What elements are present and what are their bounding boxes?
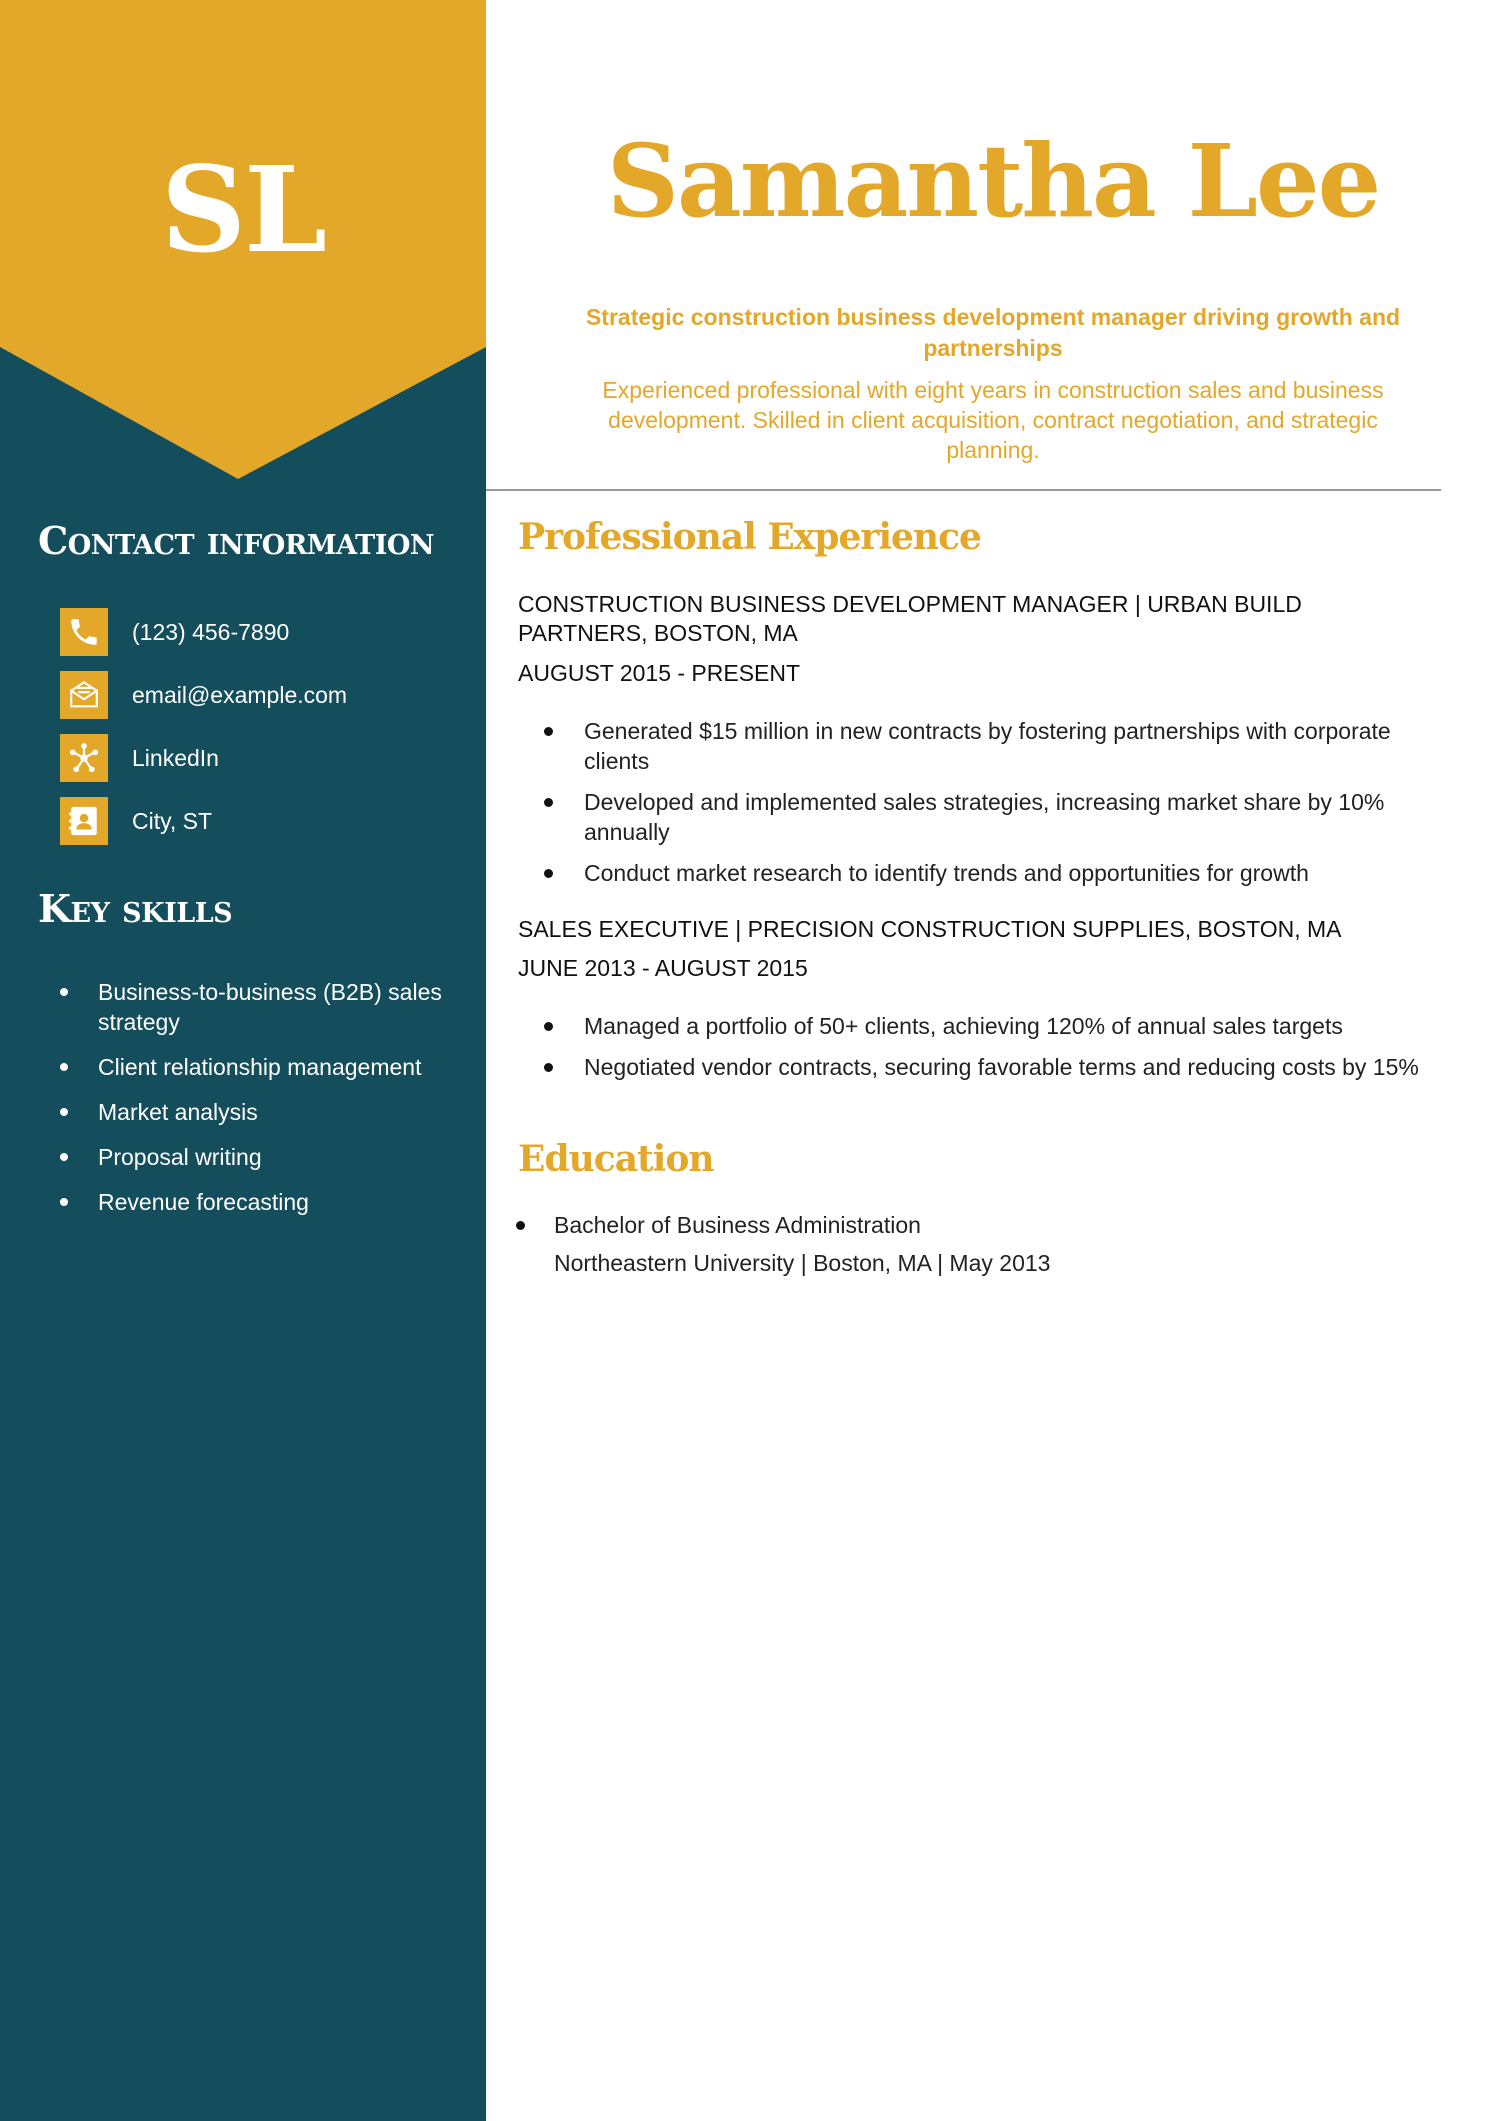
- contact-email-text: email@example.com: [132, 681, 348, 708]
- envelope-icon: [60, 671, 108, 719]
- skills-heading: Key skills: [38, 886, 233, 931]
- contact-email: [60, 671, 470, 719]
- skill-item: Market analysis: [58, 1097, 458, 1127]
- job-bullet: Conduct market research to identify trends and opportunities for growth: [544, 858, 1444, 888]
- job-bullet: Managed a portfolio of 50+ clients, achieving 120% of annual sales targets: [544, 1011, 1444, 1041]
- job-bullets: [544, 716, 1444, 899]
- contact-phone: [60, 608, 470, 656]
- education-entry: [516, 1210, 1416, 1278]
- first-name: Samantha: [606, 122, 1155, 240]
- monogram: SL: [160, 140, 326, 279]
- contact-phone-text: (123) 456-7890: [132, 618, 290, 645]
- contact-list: [60, 608, 470, 860]
- skill-item: Proposal writing: [58, 1142, 458, 1172]
- sidebar: [0, 0, 486, 2121]
- job-dates: JUNE 2013 - AUGUST 2015: [518, 955, 808, 981]
- job-dates: AUGUST 2015 - PRESENT: [518, 660, 801, 686]
- job-bullets: [544, 1011, 1444, 1093]
- contact-location: [60, 797, 470, 845]
- summary: Experienced professional with eight years in construction sales and business development. Skilled in client acquisition, contract negotiation, and strategic planning.: [602, 377, 1384, 463]
- skills-list: [58, 977, 458, 1232]
- job-bullet: Developed and implemented sales strategies, increasing market share by 10% annually: [544, 787, 1444, 847]
- experience-heading: Professional Experience: [518, 516, 981, 558]
- contact-location-text: City, ST: [132, 807, 213, 834]
- education-heading: Education: [518, 1138, 714, 1180]
- skill-item: Business-to-business (B2B) sales strategy: [58, 977, 458, 1037]
- address-card-icon: [60, 797, 108, 845]
- education-degree: Bachelor of Business Administration: [516, 1210, 1416, 1240]
- skill-item: Client relationship management: [58, 1052, 458, 1082]
- education-detail: Northeastern University | Boston, MA | May 2013: [554, 1250, 1051, 1276]
- contact-linkedin-text: LinkedIn: [132, 744, 219, 771]
- phone-icon: [60, 608, 108, 656]
- job-title: SALES EXECUTIVE | PRECISION CONSTRUCTION SUPPLIES, BOSTON, MA: [518, 916, 1342, 942]
- tagline: Strategic construction business development manager driving growth and partnerships: [585, 304, 1401, 361]
- contact-linkedin: [60, 734, 470, 782]
- job-bullet: Generated $15 million in new contracts by fostering partnerships with corporate clients: [544, 716, 1444, 776]
- contact-heading: Contact information: [38, 518, 435, 563]
- last-name: Lee: [1187, 122, 1380, 240]
- header-divider: [486, 489, 1441, 491]
- job-bullet: Negotiated vendor contracts, securing favorable terms and reducing costs by 15%: [544, 1052, 1444, 1082]
- skill-item: Revenue forecasting: [58, 1187, 458, 1217]
- candidate-name: [486, 122, 1500, 240]
- network-icon: [60, 734, 108, 782]
- job-title: CONSTRUCTION BUSINESS DEVELOPMENT MANAGER | URBAN BUILD PARTNERS, BOSTON, MA: [518, 591, 1302, 646]
